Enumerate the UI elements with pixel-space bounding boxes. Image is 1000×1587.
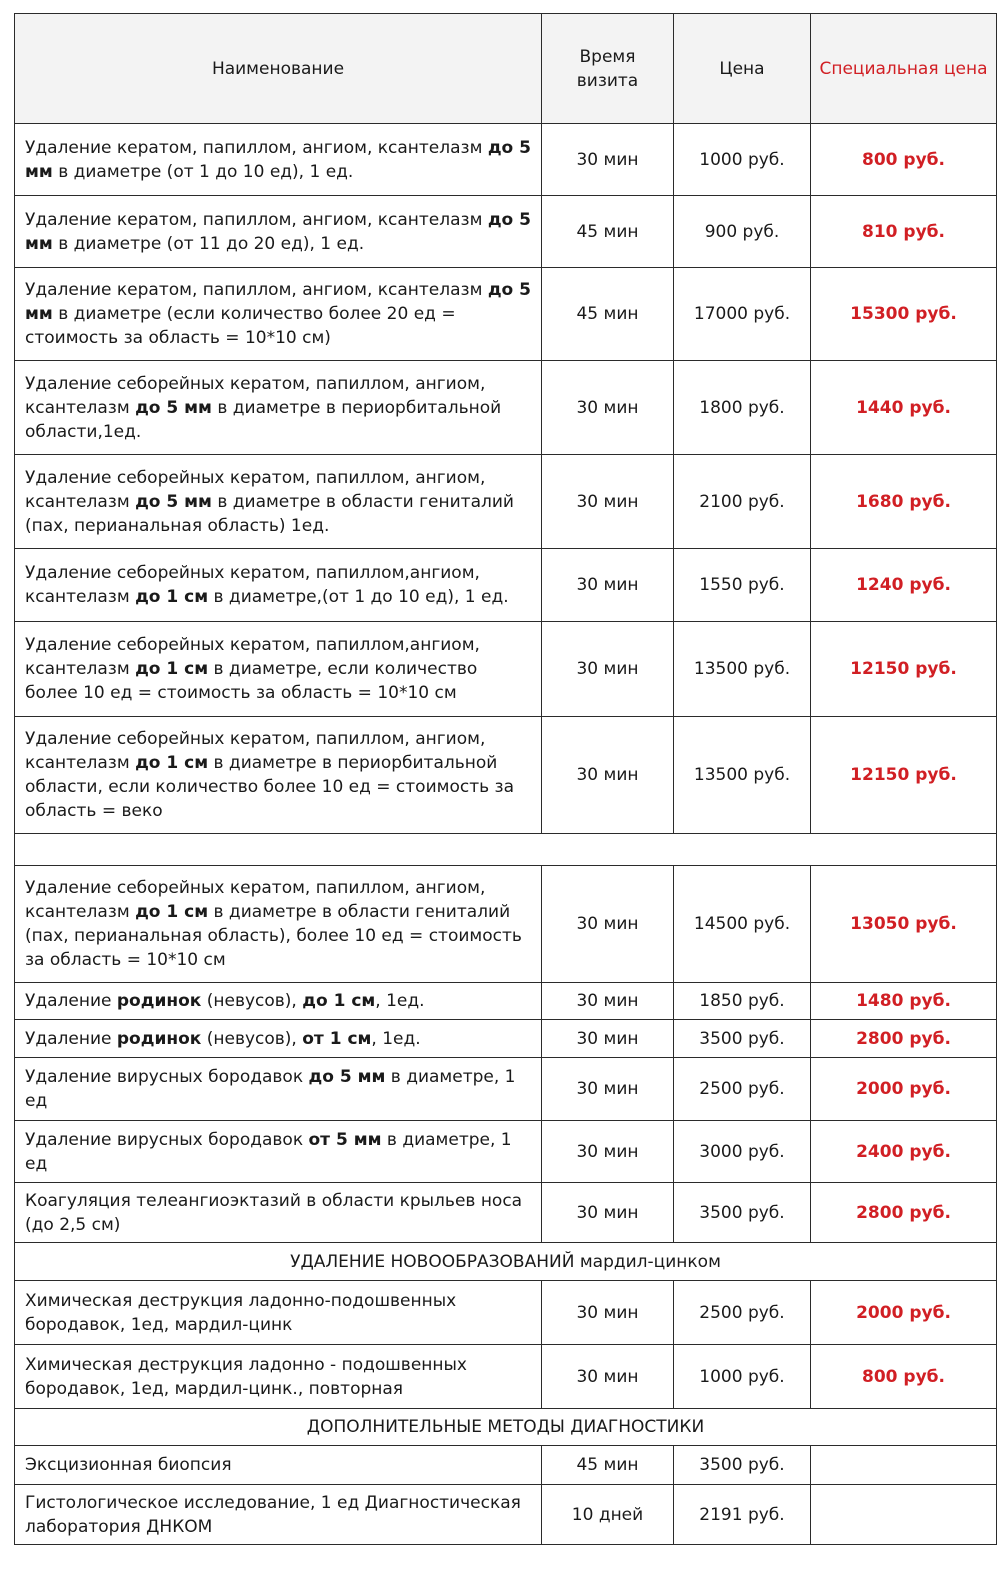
service-name-text: в диаметре (от 11 до 20 ед), 1 ед. (52, 233, 365, 254)
service-name-text: , 1ед. (375, 991, 425, 1011)
price: 17000 руб. (674, 268, 811, 361)
visit-time: 30 мин (542, 455, 674, 549)
price: 3000 руб. (674, 1121, 811, 1183)
special-price: 2400 руб. (811, 1121, 997, 1183)
table-row (15, 1058, 997, 1121)
service-name-text: Удаление кератом, папиллом, ангиом, ксантелазм (25, 280, 488, 300)
visit-time: 30 мин (542, 983, 674, 1020)
service-name-text: в диаметре (от 1 до 10 ед), 1 ед. (52, 161, 354, 182)
visit-time: 30 мин (542, 124, 674, 196)
table-row (15, 1183, 997, 1243)
service-name-text: (невусов), (201, 1028, 303, 1049)
special-price (811, 1485, 997, 1545)
service-name-emphasis: до 5 мм (25, 137, 531, 182)
service-name-emphasis: родинок (116, 991, 202, 1011)
service-name-text: в диаметре в периорбитальной области, если количество более 10 ед = стоимость за область = веко (25, 753, 514, 821)
service-name (15, 717, 542, 834)
special-price: 2000 руб. (811, 1058, 997, 1121)
header-name: Наименование (15, 14, 542, 124)
price: 13500 руб. (674, 622, 811, 717)
service-name-text: в диаметре, 1 ед (25, 1067, 516, 1111)
service-name-text: в диаметре в периорбитальной области,1ед. (25, 397, 502, 442)
service-name-text: Удаление себорейных кератом, папиллом, ангиом, ксантелазм (25, 373, 486, 418)
table-row (15, 866, 997, 983)
service-name (15, 983, 542, 1020)
section-title: ДОПОЛНИТЕЛЬНЫЕ МЕТОДЫ ДИАГНОСТИКИ (15, 1409, 997, 1446)
service-name-emphasis: до 1 см (302, 991, 376, 1011)
service-name-emphasis: до 1 см (135, 659, 209, 679)
service-name-text: Удаление (25, 991, 117, 1011)
service-name-emphasis: до 5 мм (25, 280, 531, 324)
price: 13500 руб. (674, 717, 811, 834)
table-row (15, 1345, 997, 1409)
price: 1550 руб. (674, 549, 811, 622)
service-name-text: (невусов), (201, 991, 303, 1011)
service-name-text: в диаметре в области гениталий (пах, перианальная область), более 10 ед = стоимость за область = 10*10 см (25, 902, 522, 970)
service-name (15, 1183, 542, 1243)
service-name-emphasis: от 5 мм (308, 1129, 382, 1150)
visit-time: 30 мин (542, 1058, 674, 1121)
visit-time: 30 мин (542, 717, 674, 834)
header-price: Цена (674, 14, 811, 124)
table-row (15, 124, 997, 196)
table-row (15, 717, 997, 834)
special-price: 2800 руб. (811, 1183, 997, 1243)
service-name (15, 455, 542, 549)
service-name-emphasis: до 1 см (135, 753, 209, 773)
price-table-body (15, 14, 997, 1545)
service-name (15, 124, 542, 196)
spacer-row (15, 834, 997, 866)
service-name-text: Химическая деструкция ладонно-подошвенных бородавок, 1ед, мардил-цинк (25, 1290, 457, 1335)
table-row (15, 1281, 997, 1345)
table-row (15, 549, 997, 622)
service-name-text: Эксцизионная биопсия (25, 1455, 232, 1475)
section-header-row (15, 1409, 997, 1446)
table-row (15, 1485, 997, 1545)
visit-time: 30 мин (542, 622, 674, 717)
section-header-row (15, 1243, 997, 1281)
service-name (15, 1281, 542, 1345)
table-row (15, 455, 997, 549)
special-price: 12150 руб. (811, 622, 997, 717)
section-title: УДАЛЕНИЕ НОВООБРАЗОВАНИЙ мардил-цинком (15, 1243, 997, 1281)
service-name (15, 549, 542, 622)
service-name-text: Удаление (25, 1028, 117, 1049)
visit-time: 10 дней (542, 1485, 674, 1545)
table-row (15, 1020, 997, 1058)
service-name (15, 866, 542, 983)
special-price: 1480 руб. (811, 983, 997, 1020)
service-name-text: Удаление себорейных кератом, папиллом, ангиом, ксантелазм (25, 467, 486, 512)
special-price: 12150 руб. (811, 717, 997, 834)
service-name-text: Удаление себорейных кератом, папиллом,ангиом, ксантелазм (25, 563, 480, 607)
service-name-text: Удаление кератом, папиллом, ангиом, ксантелазм (25, 209, 488, 230)
header-time (542, 14, 674, 124)
header-time-line2: визита (576, 70, 639, 91)
price: 1800 руб. (674, 361, 811, 455)
service-name (15, 268, 542, 361)
service-name (15, 1121, 542, 1183)
special-price: 800 руб. (811, 124, 997, 196)
price: 2500 руб. (674, 1058, 811, 1121)
special-price: 800 руб. (811, 1345, 997, 1409)
spacer-cell (15, 834, 997, 866)
visit-time: 30 мин (542, 866, 674, 983)
price: 14500 руб. (674, 866, 811, 983)
special-price (811, 1446, 997, 1485)
service-name-text: Гистологическое исследование, 1 ед Диагностическая лаборатория ДНКОМ (25, 1492, 521, 1537)
service-name (15, 622, 542, 717)
special-price: 15300 руб. (811, 268, 997, 361)
service-name (15, 1345, 542, 1409)
price: 2500 руб. (674, 1281, 811, 1345)
service-name-text: Удаление себорейных кератом, папиллом, ангиом, ксантелазм (25, 729, 486, 773)
service-name-emphasis: до 5 мм (135, 491, 212, 512)
visit-time: 30 мин (542, 1121, 674, 1183)
price: 1850 руб. (674, 983, 811, 1020)
table-row (15, 196, 997, 268)
service-name-text: Удаление вирусных бородавок (25, 1129, 309, 1150)
special-price: 1440 руб. (811, 361, 997, 455)
table-row (15, 1121, 997, 1183)
service-name-text: Удаление себорейных кератом, папиллом,ангиом, ксантелазм (25, 635, 480, 679)
service-name-text: в диаметре,(от 1 до 10 ед), 1 ед. (208, 587, 509, 607)
table-row (15, 1446, 997, 1485)
visit-time: 30 мин (542, 1020, 674, 1058)
visit-time: 45 мин (542, 1446, 674, 1485)
visit-time: 30 мин (542, 1345, 674, 1409)
service-name-text: в диаметре в области гениталий (пах, перианальная область) 1ед. (25, 491, 514, 536)
visit-time: 30 мин (542, 361, 674, 455)
header-time-line1: Время (579, 46, 636, 67)
price: 2191 руб. (674, 1485, 811, 1545)
service-name-text: в диаметре (если количество более 20 ед = стоимость за область = 10*10 см) (25, 304, 456, 348)
special-price: 2000 руб. (811, 1281, 997, 1345)
service-name-text: Удаление вирусных бородавок (25, 1067, 309, 1087)
price: 2100 руб. (674, 455, 811, 549)
table-header-row (15, 14, 997, 124)
price: 3500 руб. (674, 1183, 811, 1243)
service-name-emphasis: до 5 мм (308, 1067, 386, 1087)
special-price: 13050 руб. (811, 866, 997, 983)
service-name (15, 1058, 542, 1121)
service-name-emphasis: до 5 мм (25, 209, 531, 254)
price: 1000 руб. (674, 124, 811, 196)
price: 1000 руб. (674, 1345, 811, 1409)
service-name-emphasis: до 1 см (135, 902, 209, 922)
service-name-text: Химическая деструкция ладонно - подошвенных бородавок, 1ед, мардил-цинк., повторная (25, 1354, 467, 1399)
visit-time: 30 мин (542, 549, 674, 622)
special-price: 1680 руб. (811, 455, 997, 549)
price: 900 руб. (674, 196, 811, 268)
service-name (15, 1446, 542, 1485)
visit-time: 30 мин (542, 1183, 674, 1243)
service-name-emphasis: от 1 см (302, 1028, 372, 1049)
service-name-text: Коагуляция телеангиоэктазий в области крыльев носа (до 2,5 см) (25, 1190, 523, 1235)
visit-time: 45 мин (542, 196, 674, 268)
service-name-text: в диаметре, если количество более 10 ед = стоимость за область = 10*10 см (25, 659, 478, 703)
service-name-text: в диаметре, 1 ед (25, 1129, 512, 1174)
service-name-emphasis: до 5 мм (135, 397, 212, 418)
special-price: 2800 руб. (811, 1020, 997, 1058)
table-row (15, 268, 997, 361)
service-name (15, 1020, 542, 1058)
special-price: 1240 руб. (811, 549, 997, 622)
price: 3500 руб. (674, 1446, 811, 1485)
service-name (15, 196, 542, 268)
visit-time: 45 мин (542, 268, 674, 361)
special-price: 810 руб. (811, 196, 997, 268)
price-table (14, 13, 997, 1545)
service-name-text: , 1ед. (371, 1028, 421, 1049)
service-name (15, 1485, 542, 1545)
service-name-emphasis: родинок (116, 1028, 202, 1049)
visit-time: 30 мин (542, 1281, 674, 1345)
service-name-text: Удаление себорейных кератом, папиллом, ангиом, ксантелазм (25, 878, 486, 922)
price: 3500 руб. (674, 1020, 811, 1058)
service-name (15, 361, 542, 455)
table-row (15, 361, 997, 455)
table-row (15, 983, 997, 1020)
service-name-text: Удаление кератом, папиллом, ангиом, ксантелазм (25, 137, 488, 158)
header-special-price: Специальная цена (811, 14, 997, 124)
table-row (15, 622, 997, 717)
service-name-emphasis: до 1 см (135, 587, 209, 607)
